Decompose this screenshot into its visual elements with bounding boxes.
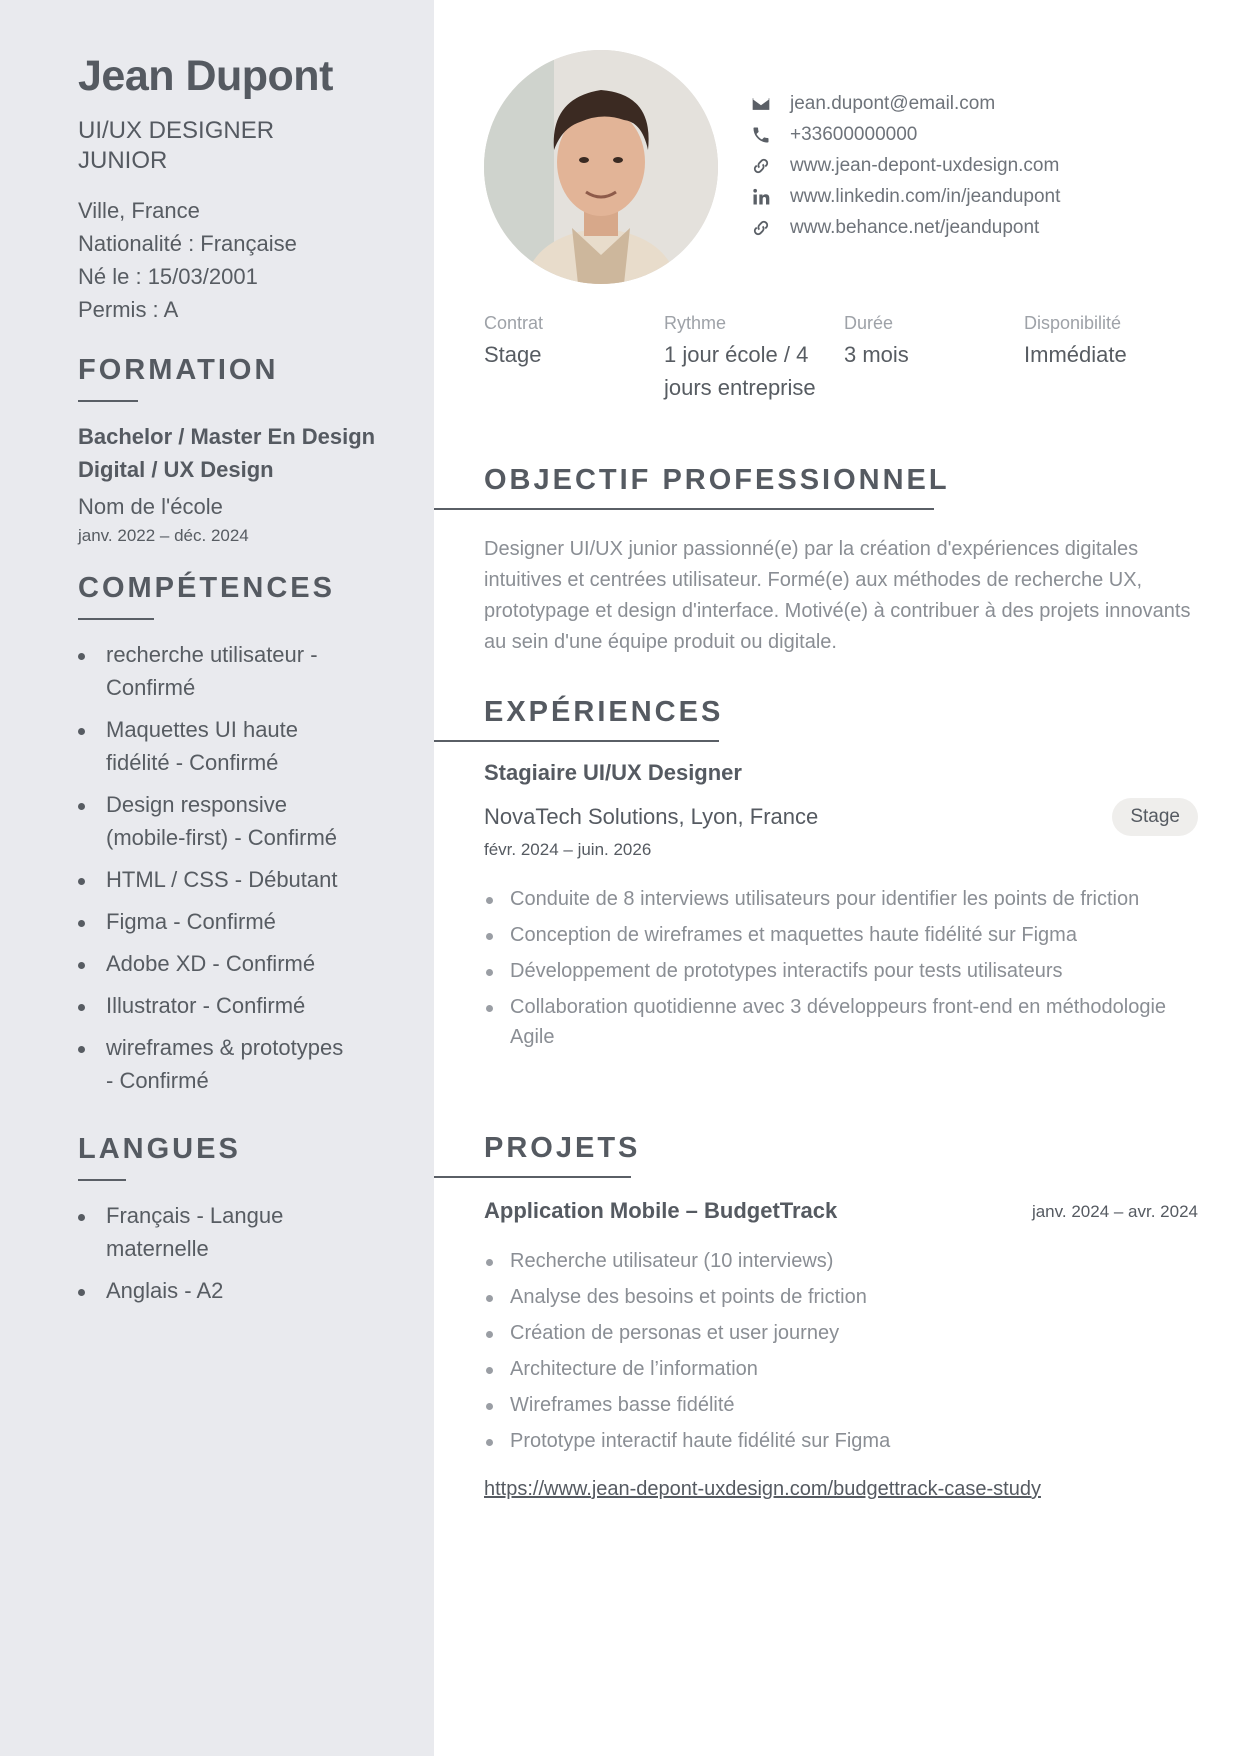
list-item: Maquettes UI haute fidélité - Confirmé <box>78 713 348 779</box>
objectif-heading: OBJECTIF PROFESSIONNEL <box>484 464 950 496</box>
contact-linkedin-text: www.linkedin.com/in/jeandupont <box>790 185 1061 207</box>
contract-badge: Stage <box>1112 798 1198 836</box>
experience-dates: févr. 2024 – juin. 2026 <box>484 840 652 859</box>
experiences-rule <box>434 740 719 742</box>
list-item: Développement de prototypes interactifs pour tests utilisateurs <box>484 956 1196 986</box>
project-title: Application Mobile – BudgetTrack <box>484 1198 838 1223</box>
list-item: Illustrator - Confirmé <box>78 989 348 1022</box>
edu-dates: janv. 2022 – déc. 2024 <box>78 526 249 545</box>
list-item: Conception de wireframes et maquettes haute fidélité sur Figma <box>484 920 1196 950</box>
info-license: Permis : A <box>78 297 179 322</box>
project-bullets <box>484 1246 1196 1462</box>
list-item: recherche utilisateur - Confirmé <box>78 638 348 704</box>
contact-website[interactable] <box>750 150 1060 181</box>
case-study-link[interactable]: https://www.jean-depont-uxdesign.com/budgettrack-case-study <box>484 1478 1041 1500</box>
list-item: Collaboration quotidienne avec 3 développeurs front-end en méthodologie Agile <box>484 992 1196 1052</box>
skills-list <box>78 638 348 1097</box>
contact-email[interactable] <box>750 88 1060 119</box>
meta-value: Stage <box>484 342 542 367</box>
objectif-header <box>434 462 950 510</box>
linkedin-icon <box>750 186 772 208</box>
list-item: Adobe XD - Confirmé <box>78 947 348 980</box>
formation-rule <box>78 400 138 402</box>
formation-heading: FORMATION <box>78 354 279 386</box>
meta-label: Durée <box>844 313 894 333</box>
main-content <box>434 0 1242 1756</box>
list-item: Prototype interactif haute fidélité sur Figma <box>484 1426 1196 1456</box>
list-item: Design responsive (mobile-first) - Confirmé <box>78 788 348 854</box>
info-city: Ville, France <box>78 198 200 223</box>
list-item: Wireframes basse fidélité <box>484 1390 1196 1420</box>
list-item: Anglais - A2 <box>78 1274 308 1307</box>
personal-info <box>78 194 398 326</box>
meta-label: Rythme <box>664 313 727 333</box>
experience-company: NovaTech Solutions, Lyon, France <box>484 804 819 829</box>
contact-behance[interactable] <box>750 212 1060 243</box>
list-item: Conduite de 8 interviews utilisateurs pour identifier les points de friction <box>484 884 1196 914</box>
contact-linkedin[interactable] <box>750 181 1060 212</box>
meta-contrat <box>484 310 664 404</box>
list-item: Création de personas et user journey <box>484 1318 1196 1348</box>
contact-behance-text: www.behance.net/jeandupont <box>790 216 1040 238</box>
list-item: Recherche utilisateur (10 interviews) <box>484 1246 1196 1276</box>
list-item: Architecture de l’information <box>484 1354 1196 1384</box>
contract-details <box>484 310 1204 404</box>
langues-heading: LANGUES <box>78 1133 241 1165</box>
job-title-header: UI/UX DESIGNER JUNIOR <box>78 117 275 174</box>
contact-list <box>750 88 1060 243</box>
profile-photo <box>484 50 718 284</box>
projets-rule <box>434 1176 631 1178</box>
experiences-heading: EXPÉRIENCES <box>484 696 724 728</box>
competences-section <box>78 570 398 1097</box>
sidebar <box>0 0 434 1756</box>
projets-header <box>434 1130 640 1178</box>
edu-degree: Bachelor / Master En Design Digital / UX Design <box>78 424 376 482</box>
info-birthdate: Né le : 15/03/2001 <box>78 264 258 289</box>
link-icon <box>750 217 772 239</box>
list-item: wireframes & prototypes - Confirmé <box>78 1031 348 1097</box>
list-item: HTML / CSS - Débutant <box>78 863 348 896</box>
objectif-text: Designer UI/UX junior passionné(e) par la création d'expériences digitales intuitives et centrées utilisateur. Formé(e) aux méthodes de recherche UX, prototypage et design d'interface. Motivé(e) à contribuer à des projets innovants au sein d'une équipe produit ou digitale. <box>484 538 1191 653</box>
meta-disponibilite <box>1024 310 1204 404</box>
info-nationality: Nationalité : Française <box>78 231 297 256</box>
email-icon <box>750 93 772 115</box>
contact-email-text: jean.dupont@email.com <box>790 92 996 114</box>
meta-duree <box>844 310 1024 404</box>
projets-heading: PROJETS <box>484 1132 641 1164</box>
meta-rythme <box>664 310 844 404</box>
meta-value: Immédiate <box>1024 342 1127 367</box>
list-item: Figma - Confirmé <box>78 905 348 938</box>
avatar-illustration <box>484 50 718 284</box>
meta-label: Contrat <box>484 313 544 333</box>
experience-title: Stagiaire UI/UX Designer <box>484 760 742 785</box>
contact-phone-text: +33600000000 <box>790 123 918 145</box>
edu-school: Nom de l'école <box>78 494 223 519</box>
langues-section <box>78 1131 398 1307</box>
link-icon <box>750 155 772 177</box>
phone-icon <box>750 124 772 146</box>
contact-phone[interactable] <box>750 119 1060 150</box>
languages-list <box>78 1199 308 1307</box>
meta-value: 1 jour école / 4 jours entreprise <box>664 342 816 400</box>
project-dates: janv. 2024 – avr. 2024 <box>1031 1202 1198 1221</box>
meta-label: Disponibilité <box>1024 313 1122 333</box>
experiences-header <box>434 694 723 742</box>
formation-section <box>78 352 398 548</box>
objectif-rule <box>434 508 934 510</box>
contact-website-text: www.jean-depont-uxdesign.com <box>790 154 1060 176</box>
candidate-name: Jean Dupont <box>78 52 333 100</box>
experience-bullets <box>484 884 1196 1058</box>
competences-rule <box>78 618 154 620</box>
competences-heading: COMPÉTENCES <box>78 572 335 604</box>
langues-rule <box>78 1179 126 1181</box>
list-item: Français - Langue maternelle <box>78 1199 308 1265</box>
list-item: Analyse des besoins et points de friction <box>484 1282 1196 1312</box>
meta-value: 3 mois <box>844 342 909 367</box>
